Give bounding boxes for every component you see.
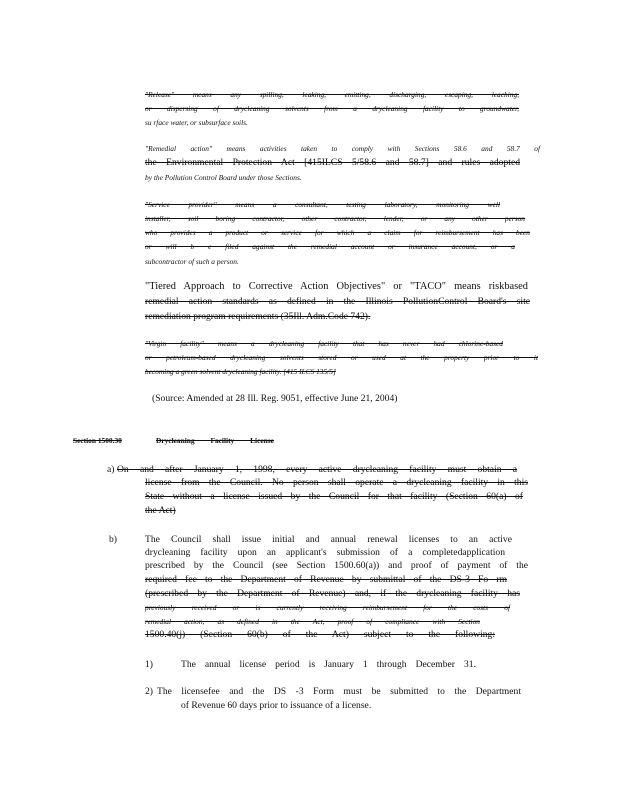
definition-line: by the Pollution Control Board under those Sections. [145, 173, 302, 182]
definition-line: or will b e filed against the remedial account or insurance account, or a [145, 242, 515, 251]
item-line: State without a license issued by the Council for that facility (Section 60(a) of [145, 491, 523, 502]
item-line: 1500.40(j) (Section 60(b) of the Act) subject to the following: [145, 629, 495, 640]
definition-line: su rface water, or subsurface soils. [145, 118, 248, 127]
item-line: drycleaning facility upon an applicant's submission of a completedapplication [145, 547, 505, 558]
definition-line: the Environmental Protection Act [415ILCS 5/58.6 and 58.7] and rules adopted [145, 157, 520, 168]
subitem-line: The licensefee and the DS -3 Form must be submitted to the Department [157, 686, 521, 697]
definition-line: "Service provider" means a consultant, testing laboratory, monitoring well [145, 200, 500, 209]
item-line: required fee to the Department of Revenue by submittal of the DS-3 Fo rm [145, 574, 507, 585]
item-line: previously received or is currently receiving reimbursement for the costs of [145, 603, 510, 612]
definition-line: or petroleum-based drycleaning solvents stored or used at the property prior to it [145, 353, 538, 362]
subitem-marker: 2) [145, 686, 153, 697]
subitem-line: The annual license period is January 1 through December 31. [181, 659, 476, 670]
definition-line: "Virgin facility" means a drycleaning facility that has never had chlorine-based [145, 339, 503, 348]
item-line: prescribed by the Council (see Section 1500.60(a)) and proof of payment of the [145, 560, 528, 571]
subitem-marker: 1) [145, 659, 153, 670]
item-line: (prescribed by the Department of Revenue) and, if the drycleaning facility has [145, 588, 520, 599]
definition-line: installer, soil boring contractor, other contractor, lender, or any other person [145, 214, 525, 223]
item-line: The Council shall issue initial and annual renewal licenses to an active [145, 534, 512, 545]
definition-line: who provides a product or service for which a claim for reimbursement has been [145, 228, 530, 237]
item-marker: b) [109, 534, 117, 545]
subitem-line: of Revenue 60 days prior to issuance of a license. [181, 700, 372, 711]
definition-line: becoming a green solvent drycleaning facility. [415 ILCS 135/5] [145, 367, 336, 376]
definition-line: or dispersing of drycleaning solvents from a drycleaning facility to groundwater, [145, 104, 519, 113]
item-marker: a) [107, 464, 115, 475]
definition-line: remediation program requirements (35Ill. Adm.Code 742). [145, 311, 371, 322]
definition-line: "Release" means any spilling, leaking, emitting, discharging, escaping, leaching, [145, 90, 519, 99]
definition-line: "Tiered Approach to Corrective Action Objectives" or "TACO" means riskbased [145, 281, 528, 292]
section-number: Section 1500.30 [73, 436, 122, 445]
item-line: license from the Council. No person shall operate a drycleaning facility in this [145, 477, 528, 488]
item-line: remedial action, as defined in the Act, proof of compliance with Section [145, 617, 480, 626]
item-line: the Act) [145, 505, 176, 516]
definition-line: "Remedial action" means activities taken to comply with Sections 58.6 and 58.7 of [145, 144, 540, 153]
section-title: Drycleaning Facility License [156, 436, 274, 445]
definition-line: remedial action standards as defined in the Illinois PollutionControl Board's site [145, 296, 530, 307]
item-line: On and after January 1, 1998, every active drycleaning facility must obtain a [117, 464, 517, 475]
definition-line: subcontractor of such a person. [145, 257, 239, 266]
source-note: (Source: Amended at 28 Ill. Reg. 9051, effective June 21, 2004) [152, 393, 398, 404]
